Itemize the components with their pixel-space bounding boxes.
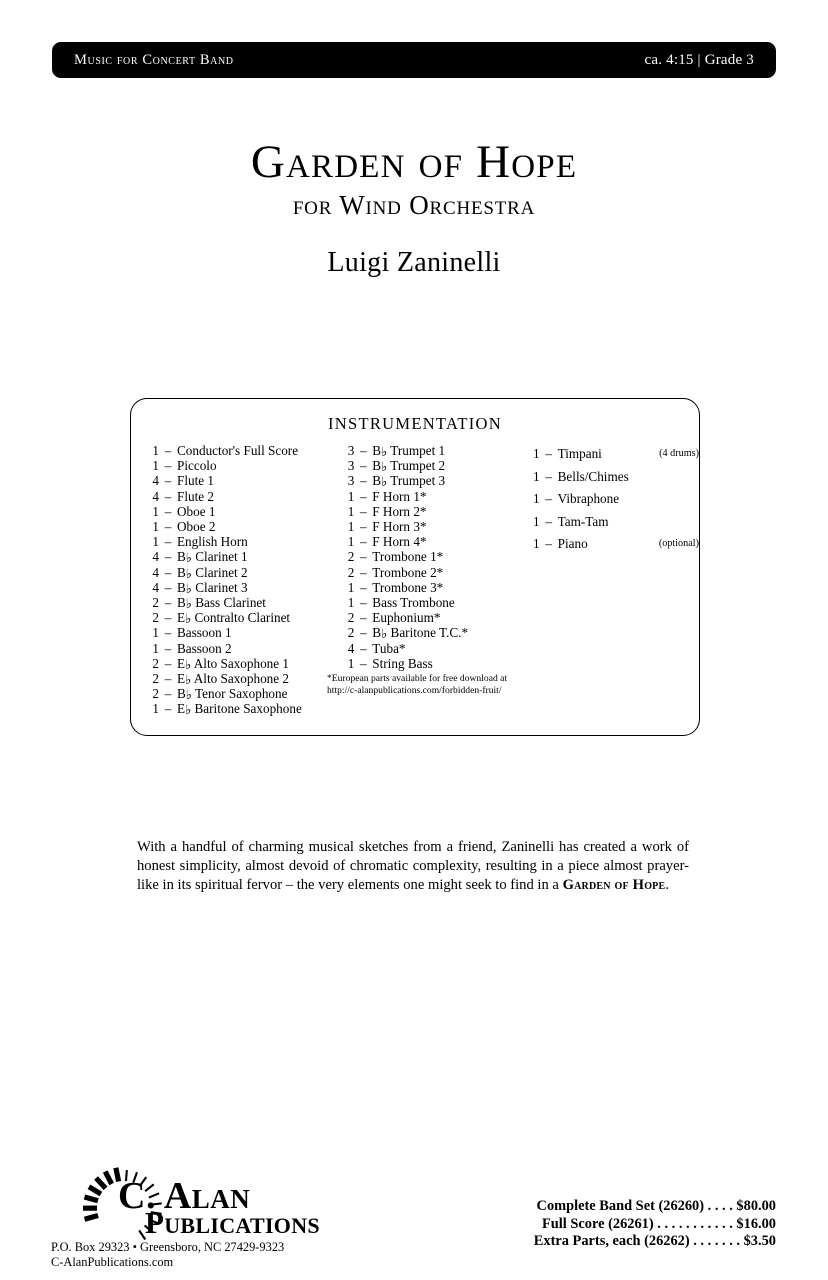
instrument-quantity: 1 <box>152 519 159 535</box>
instrument-row <box>342 534 527 549</box>
instrument-quantity: 2 <box>347 610 355 626</box>
price-leader: . . . . . . . <box>689 1233 744 1250</box>
instrument-row <box>342 641 527 656</box>
instrument-row <box>528 466 699 489</box>
price-row <box>534 1216 776 1234</box>
instrument-name: B♭ Clarinet 1 <box>177 549 248 566</box>
instrument-dash: – <box>164 579 172 595</box>
instrument-row <box>342 595 527 610</box>
instrument-quantity: 1 <box>347 579 355 595</box>
instrument-quantity: 1 <box>347 655 355 671</box>
instrument-name: F Horn 2* <box>372 503 427 519</box>
instrument-quantity: 4 <box>152 549 159 565</box>
instrumentation-column-woodwinds <box>131 443 342 717</box>
instrument-row <box>147 701 342 716</box>
instrument-quantity: 1 <box>152 701 159 717</box>
instrument-dash: – <box>164 488 172 504</box>
instrument-dash: – <box>164 458 172 474</box>
instrument-quantity: 3 <box>347 473 355 489</box>
instrument-qualifier: (4 drums) <box>656 448 699 459</box>
instrument-name: Piccolo <box>177 458 217 474</box>
publisher-name-line-1: C. Alan <box>118 1175 251 1217</box>
instrument-dash: – <box>164 671 172 687</box>
instrument-row <box>342 610 527 625</box>
instrument-quantity: 1 <box>347 488 355 504</box>
instrument-name: Oboe 1 <box>177 503 216 519</box>
instrument-row <box>147 534 342 549</box>
instrument-name: Conductor's Full Score <box>177 443 299 458</box>
instrument-quantity: 1 <box>533 491 540 506</box>
price-leader: . . . . . . . . . . . <box>653 1215 737 1232</box>
instrument-dash: – <box>164 549 172 565</box>
instrument-name: E♭ Baritone Saxophone <box>177 701 302 718</box>
header-bar <box>52 42 776 78</box>
instrument-dash: – <box>164 640 172 656</box>
publisher-contact <box>51 1240 284 1270</box>
instrument-dash: – <box>360 640 367 656</box>
instrument-quantity: 2 <box>152 610 159 626</box>
instrument-qualifier: (optional) <box>656 538 699 549</box>
instrument-dash: – <box>360 625 367 641</box>
instrument-name: Bassoon 2 <box>177 640 232 656</box>
composer-name: Luigi Zaninelli <box>327 247 501 279</box>
instrument-quantity: 3 <box>347 443 355 458</box>
sunburst-ray <box>96 1178 106 1188</box>
instrument-dash: – <box>360 595 367 611</box>
instrument-name: Bells/Chimes <box>557 468 629 484</box>
price-value: $16.00 <box>736 1215 776 1232</box>
instrument-quantity: 1 <box>347 519 355 535</box>
instrument-dash: – <box>360 579 367 595</box>
instrument-quantity: 3 <box>347 458 355 474</box>
instrument-name: Euphonium* <box>372 610 441 626</box>
instrument-row <box>147 473 342 488</box>
instrument-quantity: 1 <box>347 534 355 550</box>
footnote-line-2: http://c-alanpublications.com/forbidden-fruit/ <box>327 685 502 697</box>
instrument-quantity: 1 <box>347 503 355 519</box>
instrument-row <box>147 686 342 701</box>
instrumentation-box <box>130 398 700 736</box>
instrument-row <box>147 489 342 504</box>
instrument-row <box>342 519 527 534</box>
page-subtitle: for Wind Orchestra <box>292 190 536 221</box>
instrument-quantity: 2 <box>152 686 159 702</box>
instrument-quantity: 1 <box>533 536 540 551</box>
instrument-dash: – <box>360 473 367 489</box>
price-label: Complete Band Set (26260) <box>536 1198 705 1214</box>
price-row <box>534 1233 776 1251</box>
instrument-quantity: 1 <box>152 458 159 474</box>
instrument-dash: – <box>164 610 172 626</box>
instrument-name: English Horn <box>177 534 248 550</box>
instrument-row <box>147 504 342 519</box>
instrument-name: E♭ Alto Saxophone 1 <box>177 655 290 672</box>
instrument-row <box>528 443 699 466</box>
instrument-dash: – <box>164 534 172 550</box>
instrument-quantity: 1 <box>152 625 159 641</box>
instrument-name: B♭ Clarinet 2 <box>177 564 248 581</box>
price-label: Extra Parts, each (26262) <box>533 1233 690 1250</box>
instrument-name: Flute 2 <box>177 488 214 504</box>
instrument-dash: – <box>164 595 172 611</box>
instrument-name: Trombone 3* <box>372 579 444 595</box>
instrument-dash: – <box>360 503 367 519</box>
instrument-row <box>147 565 342 580</box>
instrument-name: Flute 1 <box>177 473 214 489</box>
instrument-dash: – <box>360 488 367 504</box>
instrument-name: Oboe 2 <box>177 519 216 535</box>
instrumentation-footnote <box>327 673 507 698</box>
instrument-dash: – <box>360 549 367 565</box>
instrument-name: F Horn 1* <box>372 488 427 504</box>
instrument-name: B♭ Trumpet 3 <box>372 473 446 490</box>
publisher-logo <box>50 1146 350 1269</box>
instrument-name: F Horn 4* <box>372 534 427 550</box>
instrument-dash: – <box>545 513 552 529</box>
instrument-dash: – <box>545 491 552 506</box>
publisher-website: C-AlanPublications.com <box>51 1255 174 1269</box>
instrument-quantity: 1 <box>152 503 159 519</box>
publisher-name-line-2: Publications <box>145 1205 320 1240</box>
instrument-name: Trombone 2* <box>372 564 444 580</box>
instrument-dash: – <box>545 536 552 551</box>
title-block <box>0 138 828 279</box>
instrument-name: String Bass <box>372 655 433 671</box>
page-title: Garden of Hope <box>250 136 578 188</box>
instrument-name: Timpani <box>557 446 602 461</box>
instrument-dash: – <box>164 701 172 717</box>
instrument-name: Bass Trombone <box>372 595 455 611</box>
instrument-row <box>147 595 342 610</box>
instrument-dash: – <box>360 519 367 535</box>
instrument-dash: – <box>164 625 172 641</box>
price-leader: . . . . <box>704 1198 737 1214</box>
instrument-quantity: 2 <box>152 655 159 671</box>
description-paragraph <box>137 838 689 896</box>
sunburst-ray <box>89 1187 101 1194</box>
instrument-name: B♭ Clarinet 3 <box>177 579 248 596</box>
instrument-row <box>528 533 699 556</box>
description-text-after: . <box>665 877 670 894</box>
instrument-quantity: 1 <box>347 595 355 611</box>
instrument-dash: – <box>164 686 172 702</box>
instrument-quantity: 1 <box>152 443 159 458</box>
instrument-dash: – <box>360 655 367 671</box>
instrument-row <box>342 625 527 640</box>
instrument-row <box>147 443 342 458</box>
pricing-block <box>534 1198 776 1251</box>
instrument-name: Piano <box>557 536 588 551</box>
instrument-quantity: 4 <box>152 488 159 504</box>
instrument-row <box>147 641 342 656</box>
instrument-quantity: 1 <box>533 446 540 461</box>
instrument-dash: – <box>164 655 172 671</box>
instrument-name: B♭ Baritone T.C.* <box>372 625 469 642</box>
sunburst-ray <box>105 1172 111 1184</box>
instrument-row <box>342 443 527 458</box>
instrument-quantity: 1 <box>533 513 540 529</box>
instrumentation-heading: INSTRUMENTATION <box>327 414 502 433</box>
instrument-row <box>528 511 699 534</box>
header-category-label: Music for Concert Band <box>74 51 234 68</box>
instrument-dash: – <box>164 519 172 535</box>
instrument-row <box>147 671 342 686</box>
footnote-line-1: *European parts available for free download at <box>327 673 508 684</box>
instrument-row <box>342 458 527 473</box>
sunburst-ray <box>84 1197 97 1201</box>
price-value: $3.50 <box>743 1233 776 1250</box>
instrument-dash: – <box>545 468 552 484</box>
instrument-row <box>147 458 342 473</box>
instrument-row <box>342 580 527 595</box>
instrument-dash: – <box>360 610 367 626</box>
instrument-quantity: 1 <box>152 534 159 550</box>
instrument-row <box>342 473 527 488</box>
description-text-before: With a handful of charming musical sketches from a friend, Zaninelli has created a work of honest simplicity, almost devoid of chromatic complexity, resulting in a piece almost prayer-like in its spiritual fervor – the very elements one might seek to find in a <box>137 839 689 894</box>
instrument-row <box>342 504 527 519</box>
instrument-name: E♭ Contralto Clarinet <box>177 610 291 627</box>
instrument-quantity: 1 <box>533 468 540 484</box>
instrument-row <box>147 625 342 640</box>
instrument-quantity: 2 <box>347 625 355 641</box>
instrument-dash: – <box>360 458 367 474</box>
instrument-name: B♭ Tenor Saxophone <box>177 686 288 703</box>
instrument-dash: – <box>545 446 552 461</box>
instrument-dash: – <box>164 473 172 489</box>
instrument-dash: – <box>360 564 367 580</box>
instrument-row <box>147 549 342 564</box>
instrument-row <box>342 489 527 504</box>
instrument-name: Bassoon 1 <box>177 625 232 641</box>
instrument-quantity: 4 <box>347 640 355 656</box>
instrument-quantity: 4 <box>152 564 159 580</box>
instrument-name: B♭ Trumpet 2 <box>372 458 446 475</box>
instrument-quantity: 4 <box>152 473 159 489</box>
price-row <box>534 1198 776 1216</box>
instrument-name: B♭ Trumpet 1 <box>372 443 446 459</box>
instrument-quantity: 2 <box>152 595 159 611</box>
instrument-name: B♭ Bass Clarinet <box>177 595 266 612</box>
instrument-row <box>147 656 342 671</box>
instrument-row <box>342 565 527 580</box>
instrument-row <box>147 519 342 534</box>
instrument-name: Trombone 1* <box>372 549 444 565</box>
instrument-row <box>342 549 527 564</box>
instrument-dash: – <box>360 443 367 458</box>
instrument-quantity: 2 <box>347 549 355 565</box>
instrument-name: E♭ Alto Saxophone 2 <box>177 671 290 688</box>
instrument-name: F Horn 3* <box>372 519 427 535</box>
instrument-dash: – <box>164 564 172 580</box>
instrument-quantity: 4 <box>152 579 159 595</box>
instrument-name: Tuba* <box>372 640 406 656</box>
instrument-name: Vibraphone <box>557 491 620 506</box>
description-title-emphasis: Garden of Hope <box>562 877 666 894</box>
instrument-row <box>342 656 527 671</box>
instrument-dash: – <box>164 503 172 519</box>
instrument-row <box>147 610 342 625</box>
header-duration-grade-label: ca. 4:15 | Grade 3 <box>644 51 754 68</box>
instrument-name: Tam-Tam <box>557 513 609 529</box>
price-value: $80.00 <box>736 1198 776 1214</box>
publisher-address: P.O. Box 29323 • Greensboro, NC 27429-9323 <box>51 1240 285 1254</box>
instrument-row <box>147 580 342 595</box>
instrumentation-column-percussion <box>528 443 699 717</box>
sunburst-ray <box>85 1215 98 1219</box>
instrument-dash: – <box>164 443 172 458</box>
price-label: Full Score (26261) <box>542 1215 654 1232</box>
instrument-dash: – <box>360 534 367 550</box>
instrument-row <box>528 488 699 511</box>
instrument-quantity: 2 <box>347 564 355 580</box>
instrument-quantity: 2 <box>152 671 159 687</box>
instrument-quantity: 1 <box>152 640 159 656</box>
